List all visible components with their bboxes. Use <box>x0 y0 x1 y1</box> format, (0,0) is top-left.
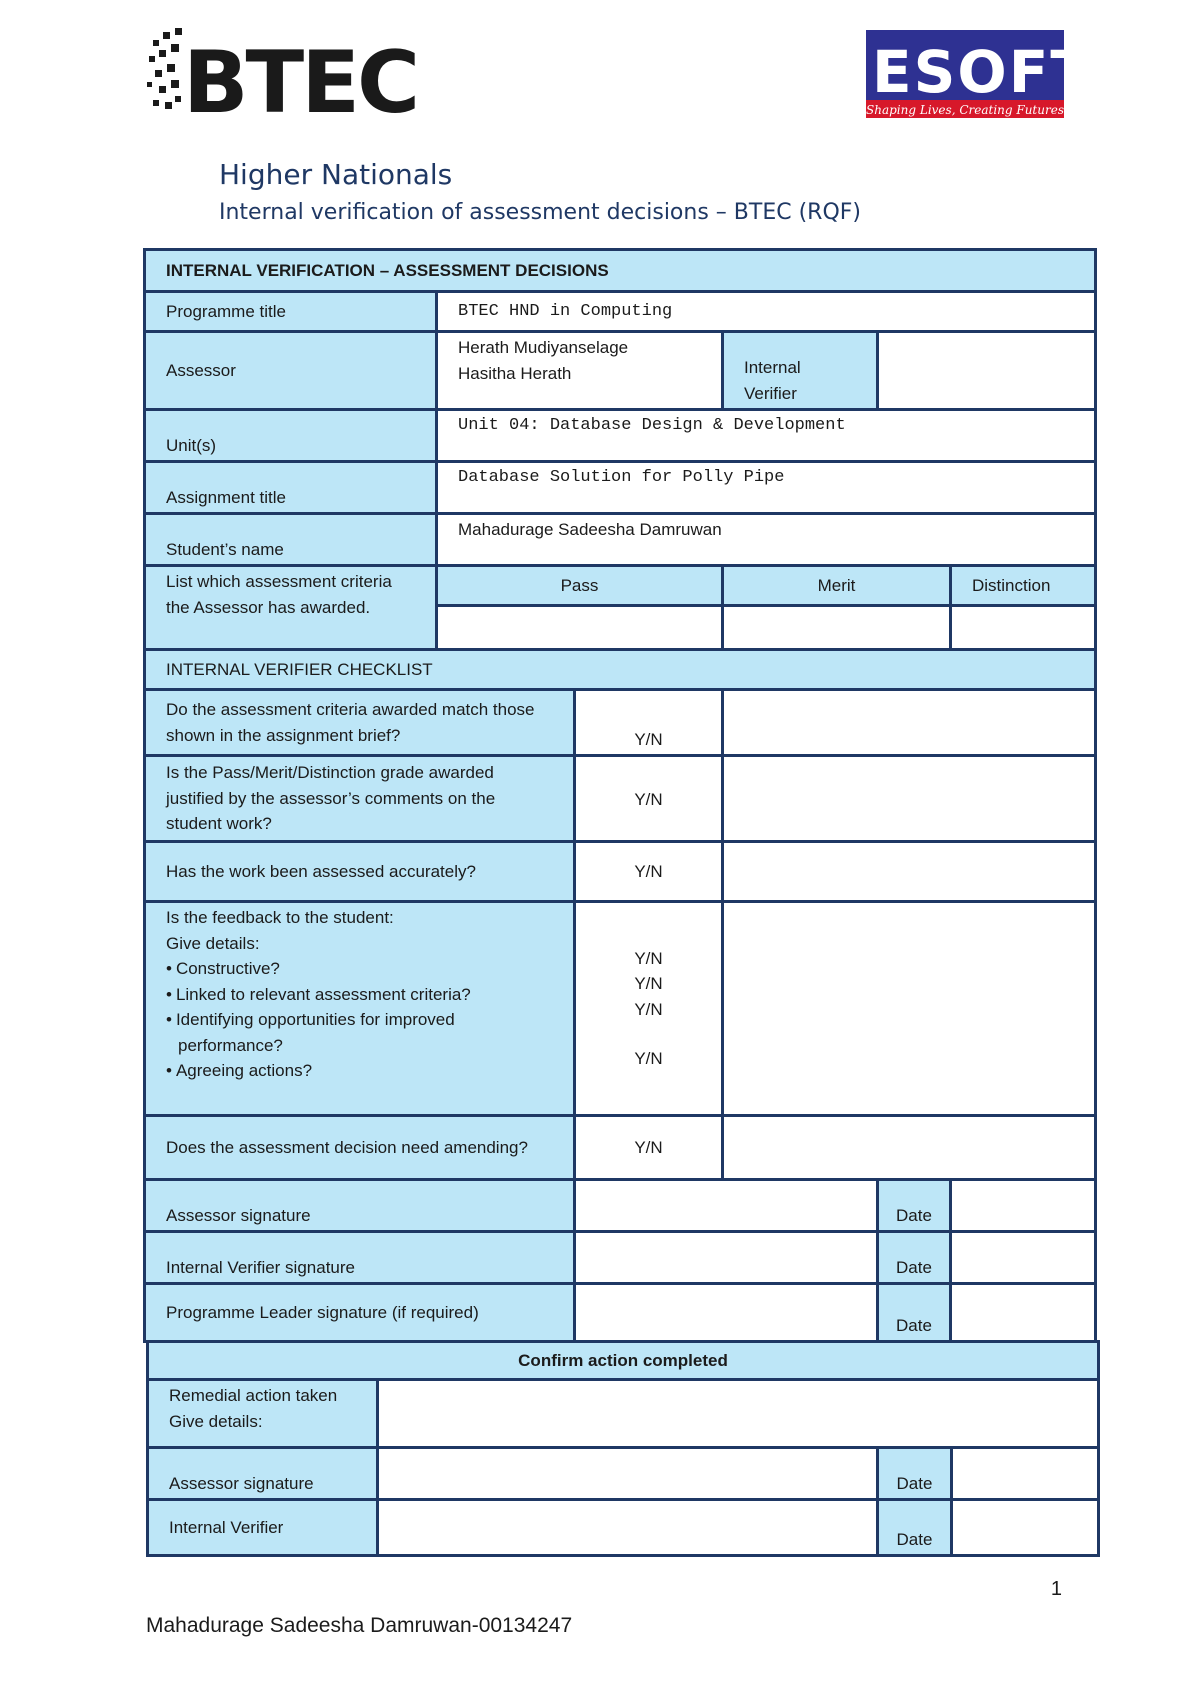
q4-details: Give details: <box>166 933 260 953</box>
pass-value[interactable] <box>437 606 723 650</box>
q5-comment[interactable] <box>723 1116 1096 1180</box>
btec-logo <box>145 26 418 133</box>
svg-text:BTEC: BTEC <box>183 33 418 133</box>
q4-items <box>166 956 553 1084</box>
q5-label: Does the assessment decision need amending? <box>145 1116 575 1180</box>
assessor-date-field[interactable] <box>951 1180 1096 1232</box>
confirm-iv-label: Internal Verifier <box>148 1500 378 1556</box>
iv-signature-label: Internal Verifier signature <box>145 1232 575 1284</box>
remedial-field[interactable] <box>378 1380 1099 1448</box>
page-number: 1 <box>1050 1578 1062 1600</box>
esoft-logo <box>866 30 1092 118</box>
q4-yn-3[interactable]: Y/N <box>634 999 663 1019</box>
student-label: Student’s name <box>145 514 437 566</box>
confirm-assessor-date-label: Date <box>878 1448 952 1500</box>
pl-date-label: Date <box>878 1284 951 1342</box>
assessor-name-line2: Hasitha Herath <box>458 363 572 383</box>
confirm-iv-date-field[interactable] <box>952 1500 1099 1556</box>
q4-item: • Agreeing actions? <box>178 1058 553 1084</box>
q4-comment[interactable] <box>723 902 1096 1116</box>
confirm-iv-date-label: Date <box>878 1500 952 1556</box>
assessment-decisions-table <box>143 248 1097 1343</box>
q4-item: • Linked to relevant assessment criteria? <box>178 982 553 1008</box>
iv-date-label: Date <box>878 1232 951 1284</box>
pass-header: Pass <box>437 566 723 606</box>
confirm-assessor-signature-label: Assessor signature <box>148 1448 378 1500</box>
iv-date-field[interactable] <box>951 1232 1096 1284</box>
q2-label: Is the Pass/Merit/Distinction grade awarded justified by the assessor’s comments on the student work? <box>145 756 575 842</box>
merit-value[interactable] <box>723 606 951 650</box>
pl-date-field[interactable] <box>951 1284 1096 1342</box>
q3-yn[interactable]: Y/N <box>575 842 723 902</box>
q2-yn[interactable]: Y/N <box>575 756 723 842</box>
footer-student-id: Mahadurage Sadeesha Damruwan-00134247 <box>146 1614 573 1637</box>
assignment-label: Assignment title <box>145 462 437 514</box>
q4-yn-4[interactable]: Y/N <box>634 1049 663 1068</box>
iv-signature-field[interactable] <box>575 1232 878 1284</box>
svg-text:ESOFT: ESOFT <box>872 38 1092 106</box>
q4-intro: Is the feedback to the student: <box>166 908 394 927</box>
page-title: Higher Nationals <box>219 158 453 191</box>
internal-verifier-label: Internal Verifier <box>723 332 878 410</box>
distinction-header: Distinction <box>951 566 1096 606</box>
page-subtitle: Internal verification of assessment decisions – BTEC (RQF) <box>219 200 861 225</box>
q3-label: Has the work been assessed accurately? <box>145 842 575 902</box>
confirm-assessor-signature-field[interactable] <box>378 1448 878 1500</box>
q1-yn[interactable]: Y/N <box>575 690 723 756</box>
distinction-value[interactable] <box>951 606 1096 650</box>
q2-comment[interactable] <box>723 756 1096 842</box>
unit-label: Unit(s) <box>145 410 437 462</box>
confirm-assessor-date-field[interactable] <box>952 1448 1099 1500</box>
unit-value: Unit 04: Database Design & Development <box>437 410 1096 462</box>
student-value: Mahadurage Sadeesha Damruwan <box>437 514 1096 566</box>
q4-yn-2[interactable]: Y/N <box>634 974 663 993</box>
checklist-heading: INTERNAL VERIFIER CHECKLIST <box>145 650 1096 690</box>
q4-label <box>145 902 575 1116</box>
assessor-signature-label: Assessor signature <box>145 1180 575 1232</box>
assessor-value <box>437 332 723 410</box>
assignment-value: Database Solution for Polly Pipe <box>437 462 1096 514</box>
q1-label: Do the assessment criteria awarded match those shown in the assignment brief? <box>145 690 575 756</box>
q4-item: • Identifying opportunities for improved performance? <box>178 1007 553 1058</box>
confirm-action-table <box>146 1340 1100 1557</box>
q1-comment[interactable] <box>723 690 1096 756</box>
criteria-label: List which assessment criteria the Assessor has awarded. <box>145 566 437 650</box>
decisions-heading: INTERNAL VERIFICATION – ASSESSMENT DECISIONS <box>145 250 1096 292</box>
svg-text:Shaping Lives, Creating Future: Shaping Lives, Creating Futures <box>866 103 1064 117</box>
remedial-label: Remedial action taken Give details: <box>148 1380 378 1448</box>
confirm-iv-field[interactable] <box>378 1500 878 1556</box>
q3-comment[interactable] <box>723 842 1096 902</box>
pl-signature-label: Programme Leader signature (if required) <box>145 1284 575 1342</box>
assessor-name-line1: Herath Mudiyanselage <box>458 338 629 357</box>
q5-yn[interactable]: Y/N <box>575 1116 723 1180</box>
merit-header: Merit <box>723 566 951 606</box>
assessor-label: Assessor <box>145 332 437 410</box>
confirm-heading: Confirm action completed <box>148 1342 1099 1380</box>
assessor-date-label: Date <box>878 1180 951 1232</box>
q4-yn-1[interactable]: Y/N <box>634 948 663 968</box>
assessor-signature-field[interactable] <box>575 1180 878 1232</box>
programme-label: Programme title <box>145 292 437 332</box>
programme-value: BTEC HND in Computing <box>437 292 1096 332</box>
pl-signature-field[interactable] <box>575 1284 878 1342</box>
internal-verifier-value[interactable] <box>878 332 1096 410</box>
q4-item: • Constructive? <box>178 956 553 982</box>
q4-yn[interactable] <box>575 902 723 1116</box>
